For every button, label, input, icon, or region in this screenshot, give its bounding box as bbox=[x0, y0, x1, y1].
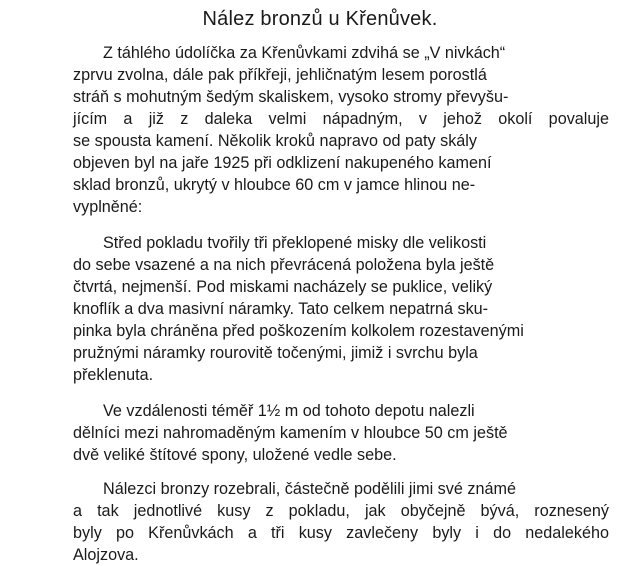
text-line: dělníci mezi nahromaděným kamením v hloubce 50 cm ještě bbox=[73, 424, 508, 442]
page-title: Nález bronzů u Křenůvek. bbox=[202, 8, 438, 30]
text-line: Ve vzdálenosti téměř 1½ m od tohoto depotu nalezli bbox=[103, 402, 475, 420]
text-line: a tak jednotlivé kusy z pokladu, jak obyčejně bývá, roznesený bbox=[73, 502, 609, 520]
text-line: Z táhlého údolíčka za Křenůvkami zdvihá se „V nivkách“ bbox=[103, 44, 506, 62]
text-line: Alojzova. bbox=[73, 546, 139, 564]
text-line: se spousta kamení. Několik kroků napravo od paty skály bbox=[73, 132, 477, 150]
text-line: objeven byl na jaře 1925 při odklizení nakupeného kamení bbox=[73, 154, 492, 172]
text-line: vyplněné: bbox=[73, 198, 143, 216]
text-line: zprvu zvolna, dále pak příkřeji, jehličnatým lesem porostlá bbox=[73, 66, 487, 84]
text-line: čtvrtá, nejmenší. Pod miskami nacházely se puklice, veliký bbox=[73, 278, 493, 296]
text-line: Střed pokladu tvořily tři překlopené misky dle velikosti bbox=[103, 234, 487, 252]
text-line: pinka byla chráněna před poškozením kolkolem rozestavenými bbox=[73, 322, 524, 340]
text-line: sklad bronzů, ukrytý v hloubce 60 cm v jamce hlinou ne- bbox=[73, 176, 476, 194]
text-line: překlenuta. bbox=[73, 366, 154, 384]
text-line: knoflík a dva masivní náramky. Tato celkem nepatrná sku- bbox=[73, 300, 489, 318]
text-line: jícím a již z daleka velmi nápadným, v jehož okolí povaluje bbox=[73, 110, 609, 128]
text-line: do sebe vsazené a na nich převrácená položena byla ještě bbox=[73, 256, 495, 274]
text-line: Nálezci bronzy rozebrali, částečně podělili jimi své známé bbox=[103, 480, 516, 498]
text-line: byly po Křenůvkách a tři kusy zavlečeny byly i do nedalekého bbox=[73, 524, 609, 542]
text-line: stráň s mohutným šedým skaliskem, vysoko stromy převyšu- bbox=[73, 88, 509, 106]
text-line: dvě veliké štítové spony, uložené vedle sebe. bbox=[73, 446, 397, 464]
text-line: pružnými náramky rourovitě točenými, jimiž i svrchu byla bbox=[73, 344, 478, 362]
